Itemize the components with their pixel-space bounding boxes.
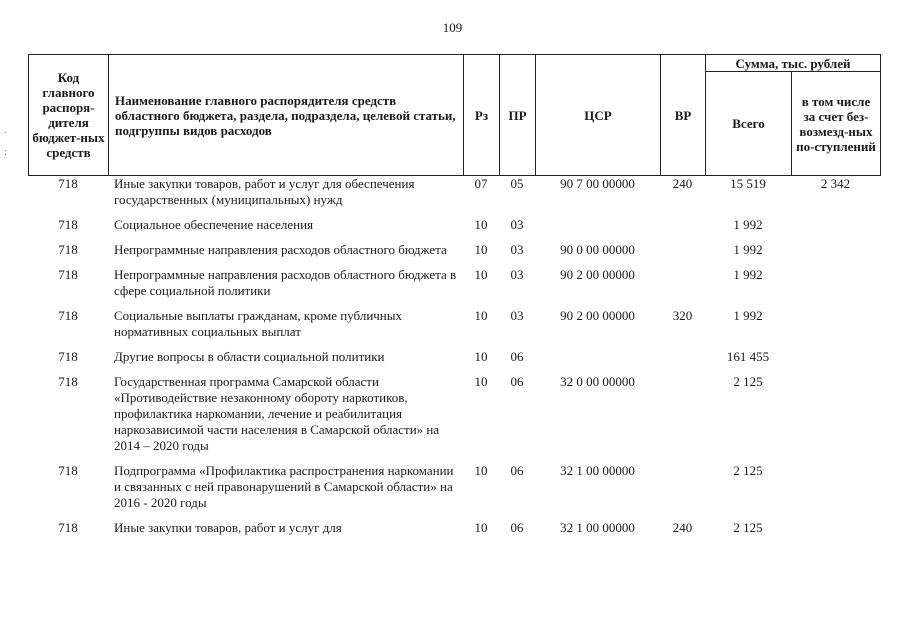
row-pr: 03 [510,242,524,257]
row-rz: 10 [474,267,488,282]
row-code: 718 [58,349,78,364]
row-pr: 06 [510,349,524,364]
header-name: Наименование главного распорядителя средств областного бюджета, раздела, подраздела, целевой статьи, подгруппы видов расходов [109,55,464,176]
row-total: 161 455 [726,349,770,364]
row-total: 2 125 [733,374,763,389]
row-vr [660,370,705,459]
row-total: 2 125 [733,463,763,478]
table-body [28,174,880,541]
row-rz: 07 [474,176,488,191]
table-row [28,304,880,345]
header-rz: Рз [464,55,500,176]
row-total: 15 519 [730,176,766,191]
page-number: 109 [442,20,463,35]
row-code: 718 [58,242,78,257]
row-csr: 90 2 00 00000 [560,308,635,323]
row-vr [660,459,705,516]
row-incl [791,370,880,459]
row-incl [791,238,880,263]
row-rz: 10 [474,242,488,257]
row-pr: 06 [510,374,524,389]
table-row [28,174,880,213]
row-vr: 240 [672,176,693,191]
table-row [28,370,880,459]
row-pr: 05 [510,176,524,191]
row-csr: 32 0 00 00000 [560,374,635,389]
row-vr [660,345,705,370]
row-name: Иные закупки товаров, работ и услуг для обеспечения государственных (муниципальных) нужд [114,176,415,207]
row-csr [535,213,660,238]
row-rz: 10 [474,217,488,232]
row-code: 718 [58,374,78,389]
row-code: 718 [58,267,78,282]
row-csr: 90 0 00 00000 [560,242,635,257]
row-code: 718 [58,217,78,232]
table-row [28,213,880,238]
header-vr: ВР [661,55,706,176]
header-total: Всего [706,72,792,176]
row-name: Непрограммные направления расходов областного бюджета в сфере социальной политики [114,267,457,298]
row-rz: 10 [474,349,488,364]
table-row [28,345,880,370]
row-incl [791,304,880,345]
table-row [28,516,880,541]
row-name: Другие вопросы в области социальной политики [114,349,385,364]
row-pr: 06 [510,520,524,535]
row-code: 718 [58,463,78,478]
row-csr: 90 2 00 00000 [560,267,635,282]
row-incl [791,213,880,238]
header-sum: Сумма, тыс. рублей [706,55,881,72]
table-row [28,238,880,263]
row-total: 1 992 [733,217,763,232]
row-code: 718 [58,176,78,191]
row-vr [660,263,705,304]
row-incl [791,345,880,370]
row-vr: 240 [672,520,693,535]
header-pr: ПР [500,55,536,176]
row-csr: 32 1 00 00000 [560,520,635,535]
row-total: 1 992 [733,267,763,282]
table-row [28,263,880,304]
row-incl [791,263,880,304]
row-rz: 10 [474,463,488,478]
row-name: Государственная программа Самарской области «Противодействие незаконному обороту наркотиков, профилактика наркомании, лечение и реабилитация наркозависимой части населения в Самарской области» на 2014 – 2020 годы [114,374,440,453]
row-rz: 10 [474,374,488,389]
header-csr: ЦСР [536,55,661,176]
header-incl: в том числе за счет без-возмезд-ных по-ступлений [792,72,881,176]
row-name: Подпрограмма «Профилактика распространения наркомании и связанных с ней правонарушений в Самарской области» на 2016 - 2020 годы [114,463,454,510]
row-rz: 10 [474,520,488,535]
table-row [28,459,880,516]
row-total: 2 125 [733,520,763,535]
header-code: Код главного распоря-дителя бюджет-ных средств [29,55,109,176]
row-name: Непрограммные направления расходов областного бюджета [114,242,447,257]
row-csr: 32 1 00 00000 [560,463,635,478]
row-csr [535,345,660,370]
row-incl [791,516,880,541]
table-header [28,54,881,176]
row-pr: 03 [510,217,524,232]
row-total: 1 992 [733,242,763,257]
row-vr: 320 [672,308,693,323]
row-pr: 03 [510,308,524,323]
row-name: Иные закупки товаров, работ и услуг для [114,520,342,535]
row-pr: 06 [510,463,524,478]
row-incl: 2 342 [820,176,851,191]
margin-mark: . : [4,125,7,158]
row-code: 718 [58,520,78,535]
row-incl [791,459,880,516]
row-total: 1 992 [733,308,763,323]
row-code: 718 [58,308,78,323]
row-vr [660,238,705,263]
row-name: Социальные выплаты гражданам, кроме публичных нормативных социальных выплат [114,308,402,339]
row-csr: 90 7 00 00000 [560,176,635,191]
row-rz: 10 [474,308,488,323]
row-name: Социальное обеспечение населения [114,217,314,232]
row-vr [660,213,705,238]
row-pr: 03 [510,267,524,282]
